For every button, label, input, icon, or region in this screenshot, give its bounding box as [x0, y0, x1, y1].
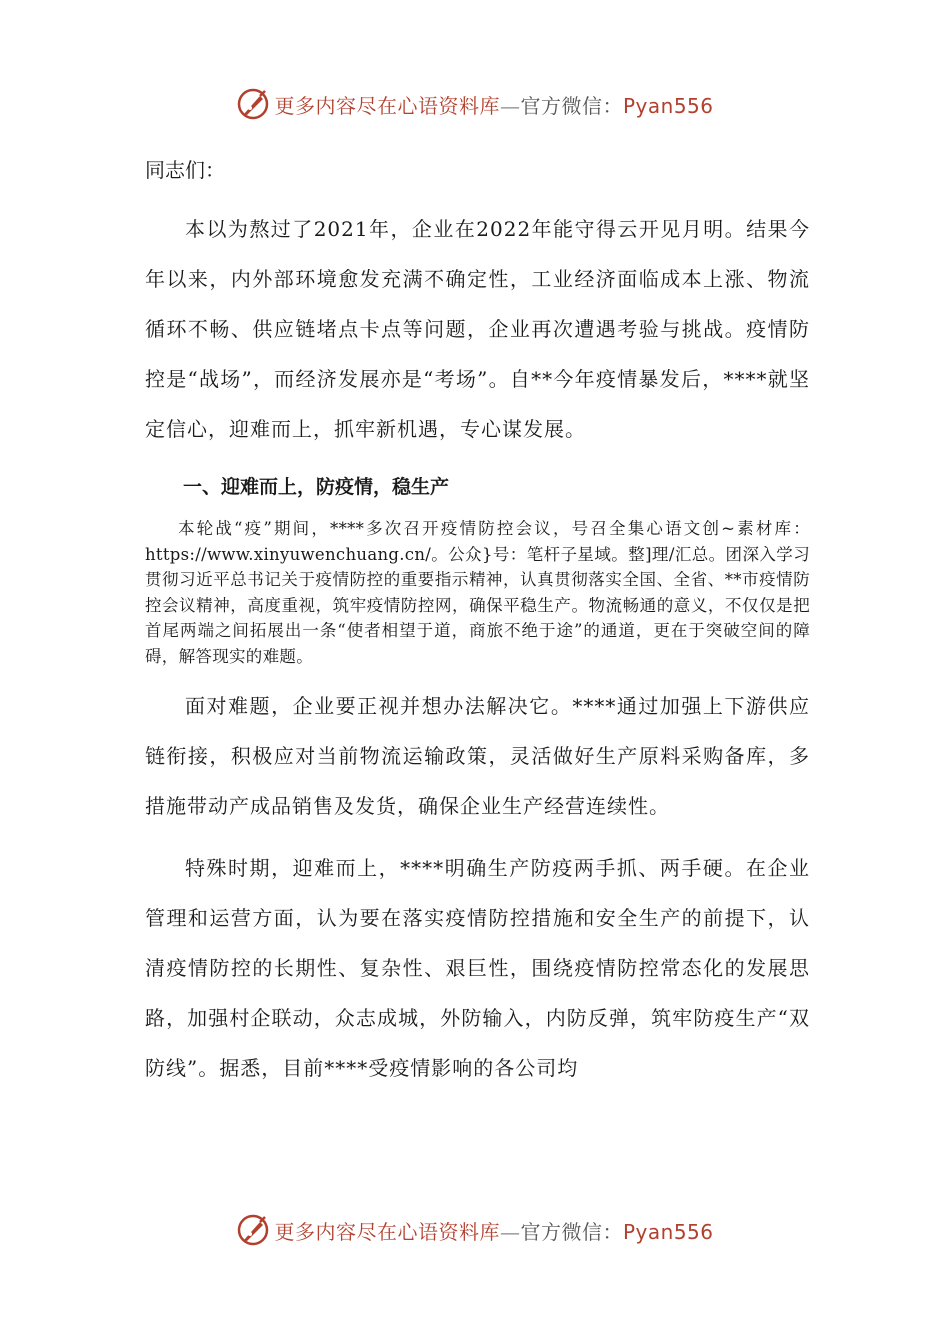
banner-wechat-id: Pyan556: [622, 1219, 714, 1244]
banner-brand: 更多内容尽在心语资料库: [274, 93, 500, 118]
banner-separator: —: [499, 1219, 521, 1244]
greeting: 同志们：: [145, 158, 225, 182]
paragraph-gap: [145, 831, 810, 843]
quill-logo-icon: [236, 87, 270, 121]
banner-brand: 更多内容尽在心语资料库: [274, 1219, 500, 1244]
banner-wechat-id: Pyan556: [622, 93, 714, 118]
document-body: [145, 152, 810, 1093]
banner-wechat-label: 官方微信：: [520, 1219, 623, 1244]
header-banner: [0, 84, 950, 124]
section-heading-1: 一、迎难而上，防疫情，稳生产: [183, 476, 450, 498]
paragraph-4: 特殊时期，迎难而上，****明确生产防疫两手抓、两手硬。在企业管理和运营方面，认为要在落实疫情防控措施和安全生产的前提下，认清疫情防控的长期性、复杂性、艰巨性，围绕疫情防控常态化的发展思路，加强村企联动，众志成城，外防输入，内防反弹，筑牢防疫生产“双防线”。据悉，目前****受疫情影响的各公司均: [145, 856, 810, 1080]
banner-wechat-label: 官方微信：: [520, 93, 623, 118]
footer-banner: [0, 1210, 950, 1250]
paragraph-2: 本轮战“疫”期间，****多次召开疫情防控会议，号召全集心语文创~素材库：https://www.xinyuwenchuang.cn/。公众}号：笔杆子星域。整]理/汇总。团深入学习贯彻习近平总书记关于疫情防控的重要指示精神，认真贯彻落实全国、全省、**市疫情防控会议精神，高度重视，筑牢疫情防控网，确保平稳生产。物流畅通的意义，不仅仅是把首尾两端之间拓展出一条“使者相望于道，商旅不绝于途”的通道，更在于突破空间的障碍，解答现实的难题。: [145, 519, 810, 666]
banner-separator: —: [499, 93, 521, 118]
quill-logo-icon: [236, 1213, 270, 1247]
paragraph-3: 面对难题，企业要正视并想办法解决它。****通过加强上下游供应链衔接，积极应对当前物流运输政策，灵活做好生产原料采购备库，多措施带动产成品销售及发货，确保企业生产经营连续性。: [145, 694, 810, 818]
banner-text: [274, 90, 713, 119]
banner-text: [274, 1216, 713, 1245]
paragraph-1: 本以为熬过了2021年，企业在2022年能守得云开见月明。结果今年以来，内外部环境愈发充满不确定性，工业经济面临成本上涨、物流循环不畅、供应链堵点卡点等问题，企业再次遭遇考验与挑战。疫情防控是“战场”，而经济发展亦是“考场”。自**今年疫情暴发后，****就坚定信心，迎难而上，抓牢新机遇，专心谋发展。: [145, 217, 810, 441]
